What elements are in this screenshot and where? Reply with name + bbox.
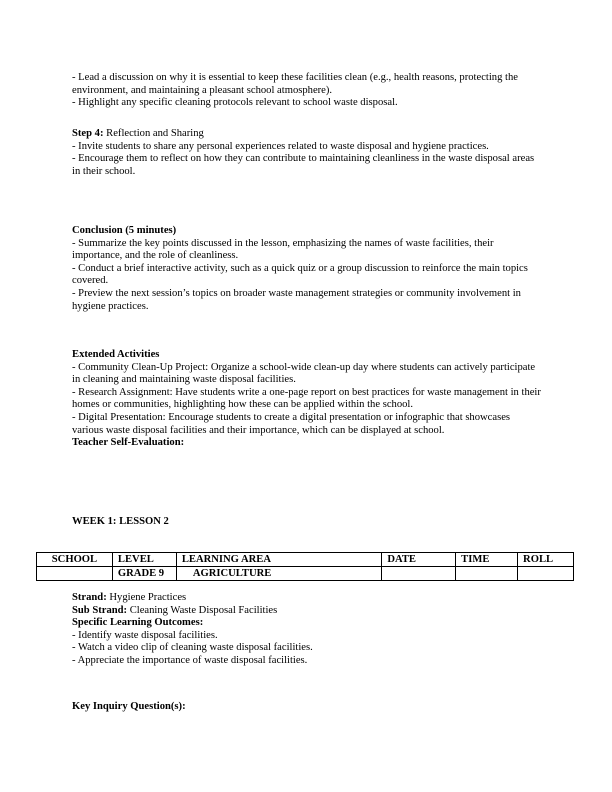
header-learning-area: LEARNING AREA	[176, 553, 382, 567]
header-roll: ROLL	[518, 553, 574, 567]
table-row	[37, 567, 574, 581]
substrand-line	[72, 605, 542, 618]
cell-learning-area: AGRICULTURE	[176, 567, 382, 581]
header-time: TIME	[456, 553, 518, 567]
conclusion-section	[72, 225, 542, 313]
outcome-item: - Appreciate the importance of waste disposal facilities.	[72, 654, 308, 666]
substrand-label: Sub Strand:	[72, 604, 128, 616]
outcome-item: - Identify waste disposal facilities.	[72, 629, 218, 641]
cell-roll	[518, 567, 574, 581]
cell-time	[456, 567, 518, 581]
step4-title: Reflection and Sharing	[103, 128, 204, 139]
step4-heading	[72, 128, 542, 141]
step4-line: - Invite students to share any personal experiences related to waste disposal and hygiene practices.	[72, 140, 489, 152]
key-inquiry-heading: Key Inquiry Question(s):	[72, 701, 186, 712]
conclusion-line: - Conduct a brief interactive activity, such as a quick quiz or a group discussion to reinforce the main topics covered.	[72, 262, 528, 287]
extended-line: - Community Clean-Up Project: Organize a school-wide clean-up day where students can actively participate in cleaning and maintaining waste disposal facilities.	[72, 361, 536, 386]
intro-line: - Highlight any specific cleaning protocols relevant to school waste disposal.	[72, 97, 398, 109]
intro-line: - Lead a discussion on why it is essential to keep these facilities clean (e.g., health reasons, protecting the environment, and maintaining a pleasant school atmosphere).	[72, 72, 518, 96]
table-header-row	[37, 553, 574, 567]
conclusion-line: - Preview the next session’s topics on broader waste management strategies or community involvement in hygiene practices.	[72, 287, 521, 312]
lesson-info-table	[36, 552, 574, 581]
self-evaluation-heading: Teacher Self-Evaluation:	[72, 437, 185, 449]
week-heading: WEEK 1: LESSON 2	[72, 516, 169, 527]
intro-section	[72, 72, 542, 110]
step4-line: - Encourage them to reflect on how they can contribute to maintaining cleanliness in the waste disposal areas in their school.	[72, 153, 535, 177]
header-date: DATE	[382, 553, 456, 567]
header-school: SCHOOL	[37, 553, 113, 567]
lesson-details	[72, 592, 542, 668]
step4-label: Step 4:	[72, 128, 104, 139]
strand-value: Hygiene Practices	[106, 592, 187, 603]
extended-line: - Research Assignment: Have students write a one-page report on best practices for waste management in their homes or communities, highlighting how these can be applied within the school.	[72, 386, 541, 411]
extended-line: - Digital Presentation: Encourage students to create a digital presentation or infographic that showcases various waste disposal facilities and their importance, which can be displayed at school.	[72, 411, 511, 436]
cell-school	[37, 567, 113, 581]
cell-date	[382, 567, 456, 581]
step4-section	[72, 128, 542, 178]
conclusion-heading: Conclusion (5 minutes)	[72, 225, 177, 236]
extended-section	[72, 349, 542, 450]
outcomes-heading: Specific Learning Outcomes:	[72, 617, 204, 629]
header-level: LEVEL	[112, 553, 176, 567]
substrand-value: Cleaning Waste Disposal Facilities	[127, 604, 278, 616]
cell-level: GRADE 9	[112, 567, 176, 581]
strand-line	[72, 592, 542, 605]
extended-heading: Extended Activities	[72, 349, 160, 360]
strand-label: Strand:	[72, 592, 107, 603]
outcome-item: - Watch a video clip of cleaning waste disposal facilities.	[72, 642, 313, 654]
conclusion-line: - Summarize the key points discussed in the lesson, emphasizing the names of waste facilities, their importance, and the role of cleanliness.	[72, 237, 494, 262]
